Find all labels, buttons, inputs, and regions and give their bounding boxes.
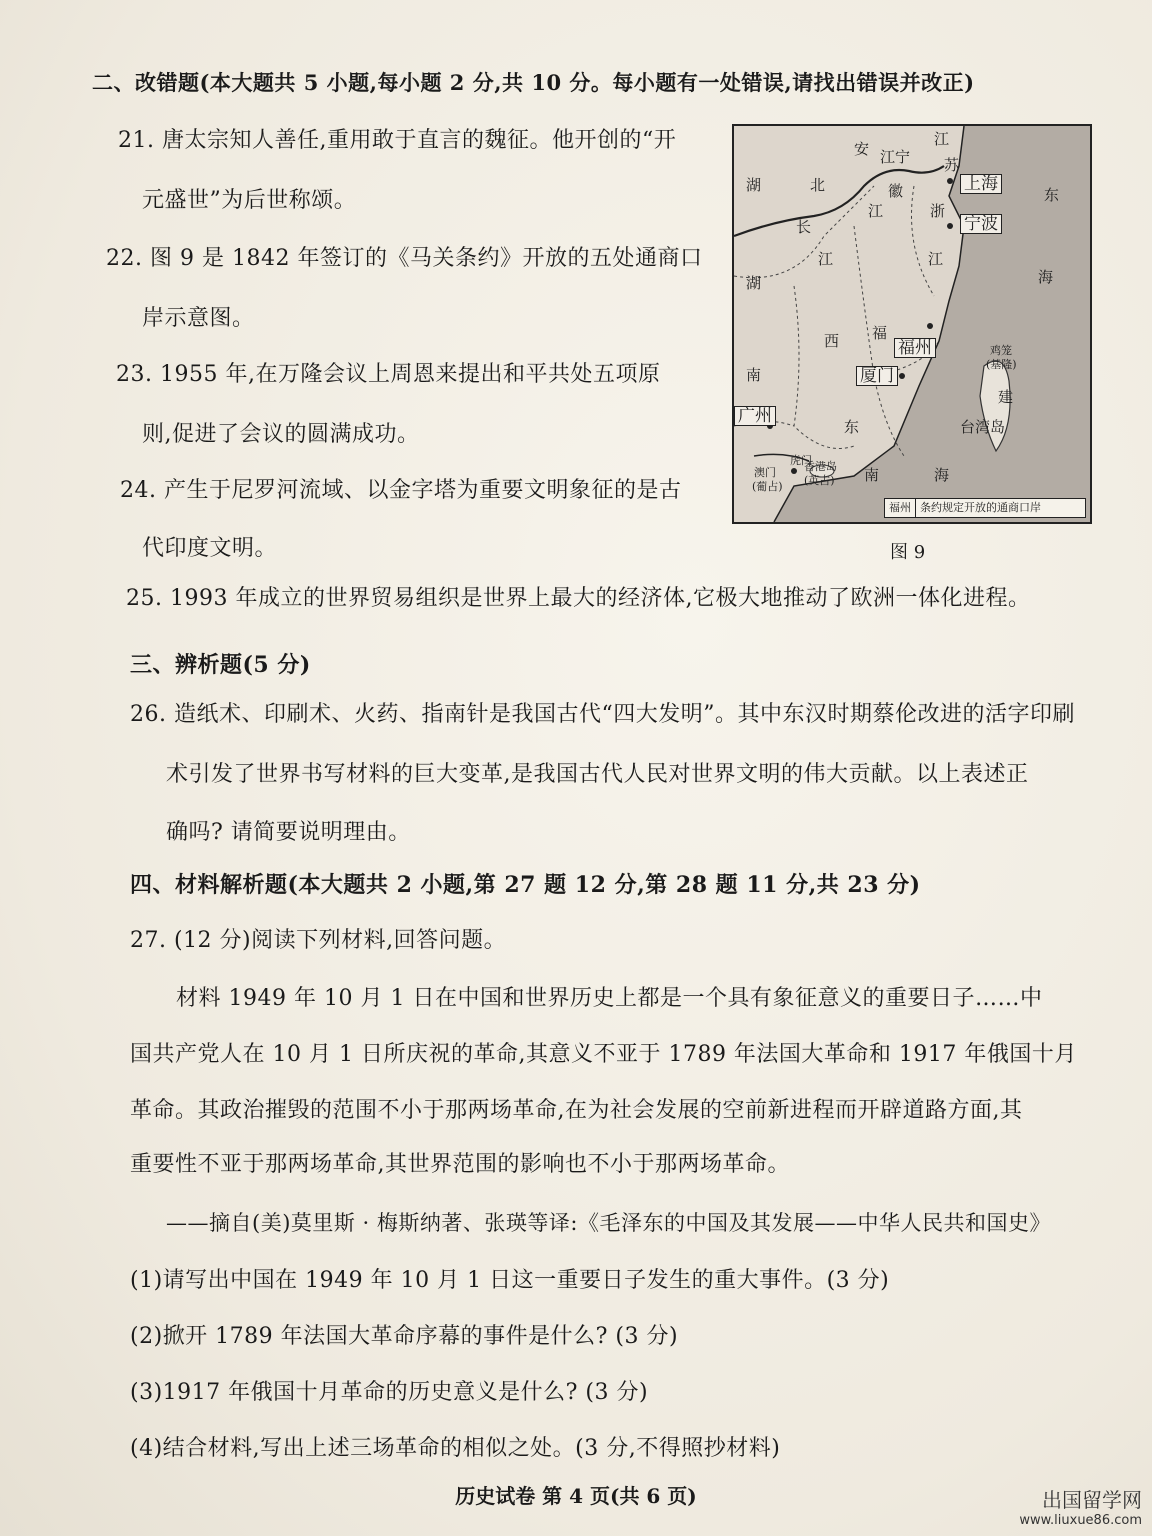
port-ningbo: 宁波 xyxy=(960,214,1002,234)
question-26-line-3: 确吗? 请简要说明理由。 xyxy=(166,820,411,845)
question-27-intro: 27. (12 分)阅读下列材料,回答问题。 xyxy=(130,928,507,953)
sub-question-4: (4)结合材料,写出上述三场革命的相似之处。(3 分,不得照抄材料) xyxy=(130,1436,781,1461)
map-label-hui: 徽 xyxy=(888,182,904,200)
watermark-url: www.liuxue86.com xyxy=(1019,1513,1142,1528)
map-label-aomen-note: (葡占) xyxy=(752,480,783,493)
question-21-line-1: 21. 唐太宗知人善任,重用敢于直言的魏征。他开创的“开 xyxy=(118,128,677,153)
figure-9-caption: 图 9 xyxy=(890,542,926,563)
question-22-line-2: 岸示意图。 xyxy=(142,306,255,331)
section-2-title: 二、改错题(本大题共 5 小题,每小题 2 分,共 10 分。每小题有一处错误,请找出错误并改正) xyxy=(92,70,975,95)
map-label-hai-east: 海 xyxy=(1038,268,1054,286)
map-label-jiang-zhe: 江 xyxy=(928,250,944,268)
map-label-an: 安 xyxy=(854,140,870,158)
map-label-dong: 东 xyxy=(1044,186,1060,204)
legend-text: 条约规定开放的通商口岸 xyxy=(920,501,1041,514)
map-label-dong-gd: 东 xyxy=(844,418,860,436)
map-label-hai-south: 海 xyxy=(934,466,950,484)
map-label-taiwan: 台湾岛 xyxy=(960,418,1006,436)
question-23-line-1: 23. 1955 年,在万隆会议上周恩来提出和平共处五项原 xyxy=(116,362,661,387)
map-label-hu-2: 湖 xyxy=(746,274,762,292)
map-legend xyxy=(884,498,1086,518)
question-24-line-2: 代印度文明。 xyxy=(142,536,278,561)
map-label-nan-sea: 南 xyxy=(864,466,880,484)
map-drawing xyxy=(734,126,1090,522)
question-23-line-2: 则,促进了会议的圆满成功。 xyxy=(142,422,420,447)
map-label-jiang-river: 江 xyxy=(868,202,884,220)
sub-question-3: (3)1917 年俄国十月革命的历史意义是什么? (3 分) xyxy=(130,1380,649,1405)
map-label-chang: 长 xyxy=(796,218,812,236)
map-label-zhe: 浙 xyxy=(930,202,946,220)
map-label-humen: 虎门 xyxy=(790,454,812,467)
port-xiamen: 厦门 xyxy=(856,366,898,386)
map-label-jilong-note: (基隆) xyxy=(986,358,1017,371)
question-24-line-1: 24. 产生于尼罗河流域、以金字塔为重要文明象征的是古 xyxy=(120,478,682,503)
map-label-xi: 西 xyxy=(824,332,840,350)
port-shanghai: 上海 xyxy=(960,174,1002,194)
question-25: 25. 1993 年成立的世界贸易组织是世界上最大的经济体,它极大地推动了欧洲一体化进程。 xyxy=(126,586,1031,611)
figure-9-map xyxy=(732,124,1092,524)
map-label-nan-hn: 南 xyxy=(746,366,762,384)
question-26-line-1: 26. 造纸术、印刷术、火药、指南针是我国古代“四大发明”。其中东汉时期蔡伦改进的活字印刷 xyxy=(130,702,1075,727)
port-guangzhou: 广州 xyxy=(734,406,776,426)
map-label-hu-1: 湖 xyxy=(746,176,762,194)
map-label-hongkong: 香港岛 xyxy=(804,460,837,473)
section-4-title: 四、材料解析题(本大题共 2 小题,第 27 题 12 分,第 28 题 11 分,共 23 分) xyxy=(130,872,921,898)
watermark-name: 出国留学网 xyxy=(1042,1488,1142,1512)
material-line-2: 国共产党人在 10 月 1 日所庆祝的革命,其意义不亚于 1789 年法国大革命和 1917 年俄国十月 xyxy=(130,1042,1077,1067)
map-label-jiang-top: 江 xyxy=(934,130,950,148)
sub-question-1: (1)请写出中国在 1949 年 10 月 1 日这一重要日子发生的重大事件。(3 分) xyxy=(130,1268,890,1293)
map-label-fu: 福 xyxy=(872,324,888,342)
material-line-3: 革命。其政治摧毁的范围不小于那两场革命,在为社会发展的空前新进程而开辟道路方面,其 xyxy=(130,1098,1023,1123)
map-label-jiang-jx: 江 xyxy=(818,250,834,268)
legend-sample: 福州 xyxy=(885,499,916,517)
map-label-hongkong-note: (英占) xyxy=(804,474,835,487)
map-label-jilong: 鸡笼 xyxy=(990,344,1012,357)
sub-question-2: (2)掀开 1789 年法国大革命序幕的事件是什么? (3 分) xyxy=(130,1324,679,1349)
map-label-jian: 建 xyxy=(998,388,1014,406)
material-line-4: 重要性不亚于那两场革命,其世界范围的影响也不小于那两场革命。 xyxy=(130,1152,790,1177)
question-22-line-1: 22. 图 9 是 1842 年签订的《马关条约》开放的五处通商口 xyxy=(106,246,703,271)
section-3-title: 三、辨析题(5 分) xyxy=(130,652,311,678)
question-26-line-2: 术引发了世界书写材料的巨大变革,是我国古代人民对世界文明的伟大贡献。以上表述正 xyxy=(166,762,1029,787)
material-source: ——摘自(美)莫里斯 · 梅斯纳著、张瑛等译:《毛泽东的中国及其发展——中华人民共和国史》 xyxy=(166,1211,1051,1235)
map-label-bei: 北 xyxy=(810,176,826,194)
map-label-aomen: 澳门 xyxy=(754,466,776,479)
question-21-line-2: 元盛世”为后世称颂。 xyxy=(142,188,357,213)
port-fuzhou: 福州 xyxy=(894,338,936,358)
map-label-su: 苏 xyxy=(944,156,960,174)
map-label-jiangning: 江宁 xyxy=(880,148,911,166)
material-line-1: 材料 1949 年 10 月 1 日在中国和世界历史上都是一个具有象征意义的重要日子……中 xyxy=(176,986,1043,1011)
page-footer: 历史试卷 第 4 页(共 6 页) xyxy=(455,1484,697,1508)
watermark xyxy=(1019,1484,1142,1528)
